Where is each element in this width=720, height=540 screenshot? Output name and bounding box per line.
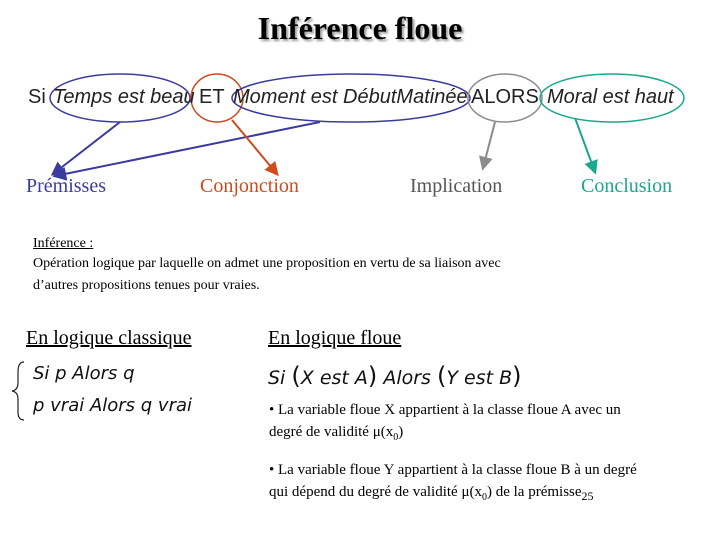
fuzzy-heading: En logique floue — [268, 327, 402, 349]
bullet-1-text: degré de validité — [269, 424, 373, 440]
brace — [12, 362, 24, 420]
fuzzy-rparen-2: ) — [512, 362, 522, 390]
rule-moment: Moment est DébutMatinée — [233, 86, 468, 108]
label-implication: Implication — [410, 175, 503, 197]
bullet-2-line-1: • La variable floue Y appartient à la classe floue B à un degré — [269, 462, 637, 478]
page-number: 25 — [581, 489, 594, 503]
definition-line-1: Opération logique par laquelle on admet une proposition en vertu de sa liaison avec — [33, 256, 501, 271]
fuzzy-x-est-a: X est A — [300, 367, 368, 389]
bullet-2-line-2 — [269, 484, 594, 504]
fuzzy-lparen-2: ( — [437, 362, 447, 390]
rule-premise: Temps est beau — [53, 86, 195, 108]
rule-conclusion: Moral est haut — [547, 86, 674, 108]
label-conjonction: Conjonction — [200, 175, 299, 197]
rule-and: ET — [199, 86, 225, 108]
fuzzy-lparen-1: ( — [291, 362, 301, 390]
subscript-zero-2: 0 — [481, 492, 487, 503]
classical-heading: En logique classique — [26, 327, 192, 349]
classical-line-2: p vrai Alors q vrai — [33, 395, 193, 416]
classical-line-1: Si p Alors q — [33, 363, 135, 384]
label-conclusion: Conclusion — [581, 175, 673, 197]
premise-arrow-1 — [53, 122, 120, 174]
fuzzy-y-est-b: Y est B — [446, 367, 513, 389]
implication-arrow — [483, 122, 495, 168]
mu-symbol: μ — [372, 424, 381, 440]
fuzzy-si: Si — [268, 367, 286, 389]
x-var: (x — [380, 424, 394, 440]
page-title: Inférence floue — [257, 10, 463, 46]
rule-then: ALORS — [471, 86, 539, 108]
rule-si: Si — [28, 86, 46, 108]
bullet-1-line-1: • La variable floue X appartient à la classe floue A avec un — [269, 402, 621, 418]
mu-symbol-2: μ — [461, 484, 470, 500]
fuzzy-rule — [268, 362, 522, 390]
close-paren: ) — [398, 424, 404, 440]
bullet-2-text: qui dépend du degré de validité — [269, 484, 462, 500]
fuzzy-rparen-1: ) — [367, 362, 378, 390]
definition-line-2: d’autres propositions tenues pour vraies. — [33, 278, 260, 293]
label-premisses: Prémisses — [26, 175, 106, 197]
subscript-zero: 0 — [393, 432, 399, 443]
premise-arrow-2 — [55, 122, 320, 176]
definition-heading: Inférence : — [33, 236, 94, 251]
x-var-2: (x — [469, 484, 482, 500]
conclusion-arrow — [575, 118, 595, 172]
bullet-2-tail: ) de la prémisse — [486, 484, 582, 500]
bullet-1-line-2 — [269, 424, 403, 443]
conjonction-arrow — [232, 120, 277, 174]
fuzzy-alors: Alors — [383, 367, 431, 389]
